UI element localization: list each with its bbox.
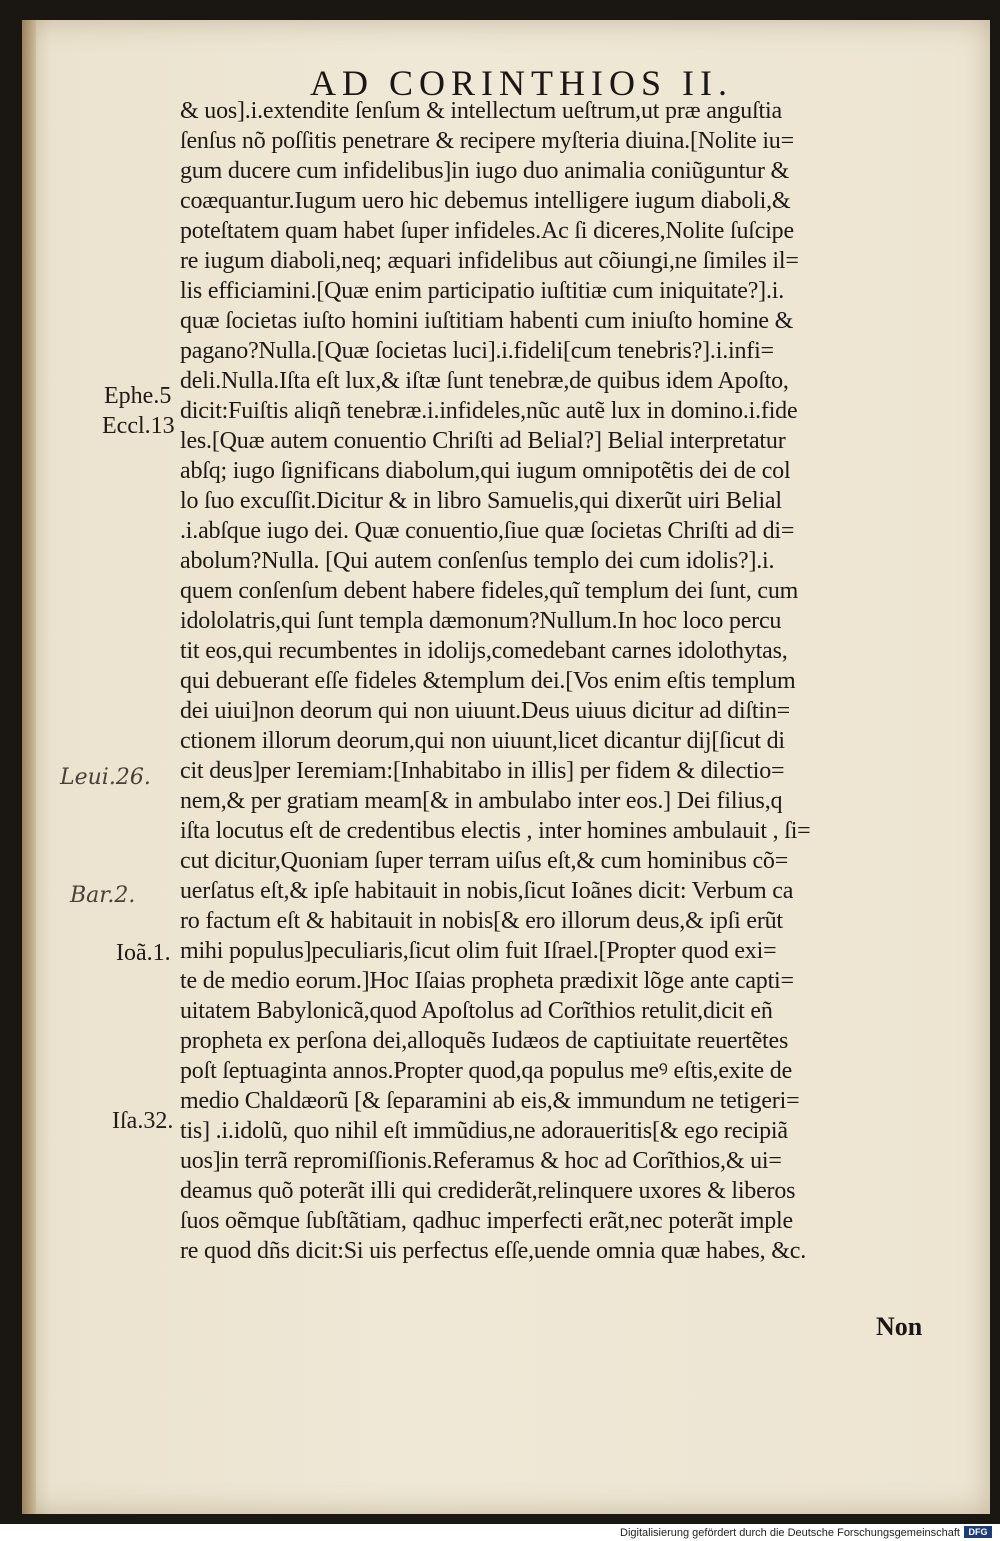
text-line: abſq; iugo ſignificans diabolum,qui iugum omnipotẽtis dei de col	[180, 458, 791, 484]
text-line: uerſatus eſt,& ipſe habitauit in nobis,ſicut Ioãnes dicit: Verbum ca	[180, 878, 794, 904]
marginal-note: Ephe.5	[104, 383, 172, 409]
text-line: ſuos oẽmque ſubſtãtiam, qadhuc imperfecti erãt,nec poterãt imple	[180, 1208, 793, 1234]
page-gutter-shadow	[22, 20, 36, 1514]
footer-credit-text: Digitalisierung gefördert durch die Deutsche Forschungsgemeinschaft	[620, 1527, 960, 1539]
text-line: gum ducere cum infidelibus]in iugo duo animalia coniũguntur &	[180, 158, 789, 184]
text-line: ctionem illorum deorum,qui non uiuunt,licet dicantur dij[ſicut di	[180, 728, 785, 754]
text-line: poſt ſeptuaginta annos.Propter quod,qa populus meꝰ eſtis,exite de	[180, 1058, 793, 1084]
text-line: les.[Quæ autem conuentio Chriſti ad Belial?] Belial interpretatur	[180, 428, 786, 454]
text-line: uitatem Babylonicã,quod Apoſtolus ad Corĩthios retulit,dicit eñ	[180, 998, 773, 1024]
text-line: dei uiui]non deorum qui non uiuunt.Deus uiuus dicitur ad diſtin=	[180, 698, 791, 724]
text-line: uos]in terrã repromiſſionis.Referamus & hoc ad Corĩthios,& ui=	[180, 1148, 782, 1174]
marginal-note: Iſa.32.	[112, 1108, 174, 1134]
text-line: dicit:Fuiſtis aliqñ tenebræ.i.infideles,nũc autẽ lux in domino.i.fide	[180, 398, 798, 424]
dfg-logo: DFG	[964, 1526, 992, 1538]
text-line: abolum?Nulla. [Qui autem conſenſus templo dei cum idolis?].i.	[180, 548, 775, 574]
text-line: cit deus]per Ieremiam:[Inhabitabo in illis] per fidem & dilectio=	[180, 758, 785, 784]
text-line: tis] .i.idolũ, quo nihil eſt immũdius,ne adoraueritis[& ego recipiã	[180, 1118, 788, 1144]
text-line: deamus quõ poterãt illi qui crediderãt,relinquere uxores & liberos	[180, 1178, 796, 1204]
text-line: re quod dñs dicit:Si uis perfectus eſſe,uende omnia quæ habes, &c.	[180, 1238, 806, 1264]
text-line: iſta locutus eſt de credentibus electis , inter homines ambulauit , ſi=	[180, 818, 811, 844]
marginal-note: Eccl.13	[102, 413, 175, 439]
marginal-note: Ioã.1.	[116, 940, 171, 966]
running-head: AD CORINTHIOS II.	[310, 63, 733, 103]
text-line: poteſtatem quam habet ſuper infideles.Ac ſi diceres,Nolite ſuſcipe	[180, 218, 794, 244]
text-line: cut dicitur,Quoniam ſuper terram uiſus eſt,& cum hominibus cõ=	[180, 848, 789, 874]
text-line: coæquantur.Iugum uero hic debemus intelligere iugum diaboli,&	[180, 188, 791, 214]
text-line: ro factum eſt & habitauit in nobis[& ero illorum deus,& ipſi erũt	[180, 908, 783, 934]
handwritten-marginal-note: Leui.26.	[60, 765, 151, 790]
text-line: deli.Nulla.Iſta eſt lux,& iſtæ ſunt tenebræ,de quibus idem Apoſto,	[180, 368, 789, 394]
text-line: nem,& per gratiam meam[& in ambulabo inter eos.] Dei filius,q	[180, 788, 783, 814]
text-line: lo ſuo excuſſit.Dicitur & in libro Samuelis,qui dixerũt uiri Belial	[180, 488, 782, 514]
text-line: ſenſus nõ poſſitis penetrare & recipere myſteria diuina.[Nolite iu=	[180, 128, 794, 154]
text-line: idololatris,qui ſunt templa dæmonum?Nullum.In hoc loco percu	[180, 608, 782, 634]
text-line: pagano?Nulla.[Quæ ſocietas luci].i.fideli[cum tenebris?].i.infi=	[180, 338, 774, 364]
text-line: tit eos,qui recumbentes in idolijs,comedebant carnes idolothytas,	[180, 638, 788, 664]
text-line: quem conſenſum debent habere fideles,quĩ templum dei ſunt, cum	[180, 578, 799, 604]
text-line: quæ ſocietas iuſto homini iuſtitiam habenti cum iniuſto homine &	[180, 308, 794, 334]
text-line: medio Chaldæorũ [& ſeparamini ab eis,& immundum ne tetigeri=	[180, 1088, 800, 1114]
text-line: & uos].i.extendite ſenſum & intellectum ueſtrum,ut præ anguſtia	[180, 98, 782, 124]
text-line: qui debuerant eſſe fideles &templum dei.[Vos enim eſtis templum	[180, 668, 796, 694]
text-line: propheta ex perſona dei,alloquẽs Iudæos de captiuitate reuertẽtes	[180, 1028, 789, 1054]
text-line: re iugum diaboli,neq; æquari infidelibus aut cõiungi,ne ſimiles il=	[180, 248, 799, 274]
text-line: .i.abſque iugo dei. Quæ conuentio,ſiue quæ ſocietas Chriſti ad di=	[180, 518, 795, 544]
text-line: lis efficiamini.[Quæ enim participatio iuſtitiæ cum iniquitate?].i.	[180, 278, 785, 304]
handwritten-marginal-note: Bar.2.	[70, 883, 136, 908]
body-text	[180, 96, 950, 1266]
text-line: mihi populus]peculiaris,ſicut olim fuit Iſrael.[Propter quod exi=	[180, 938, 777, 964]
text-line: te de medio eorum.]Hoc Iſaias propheta prædixit lõge ante capti=	[180, 968, 794, 994]
catchword: Non	[876, 1312, 923, 1341]
